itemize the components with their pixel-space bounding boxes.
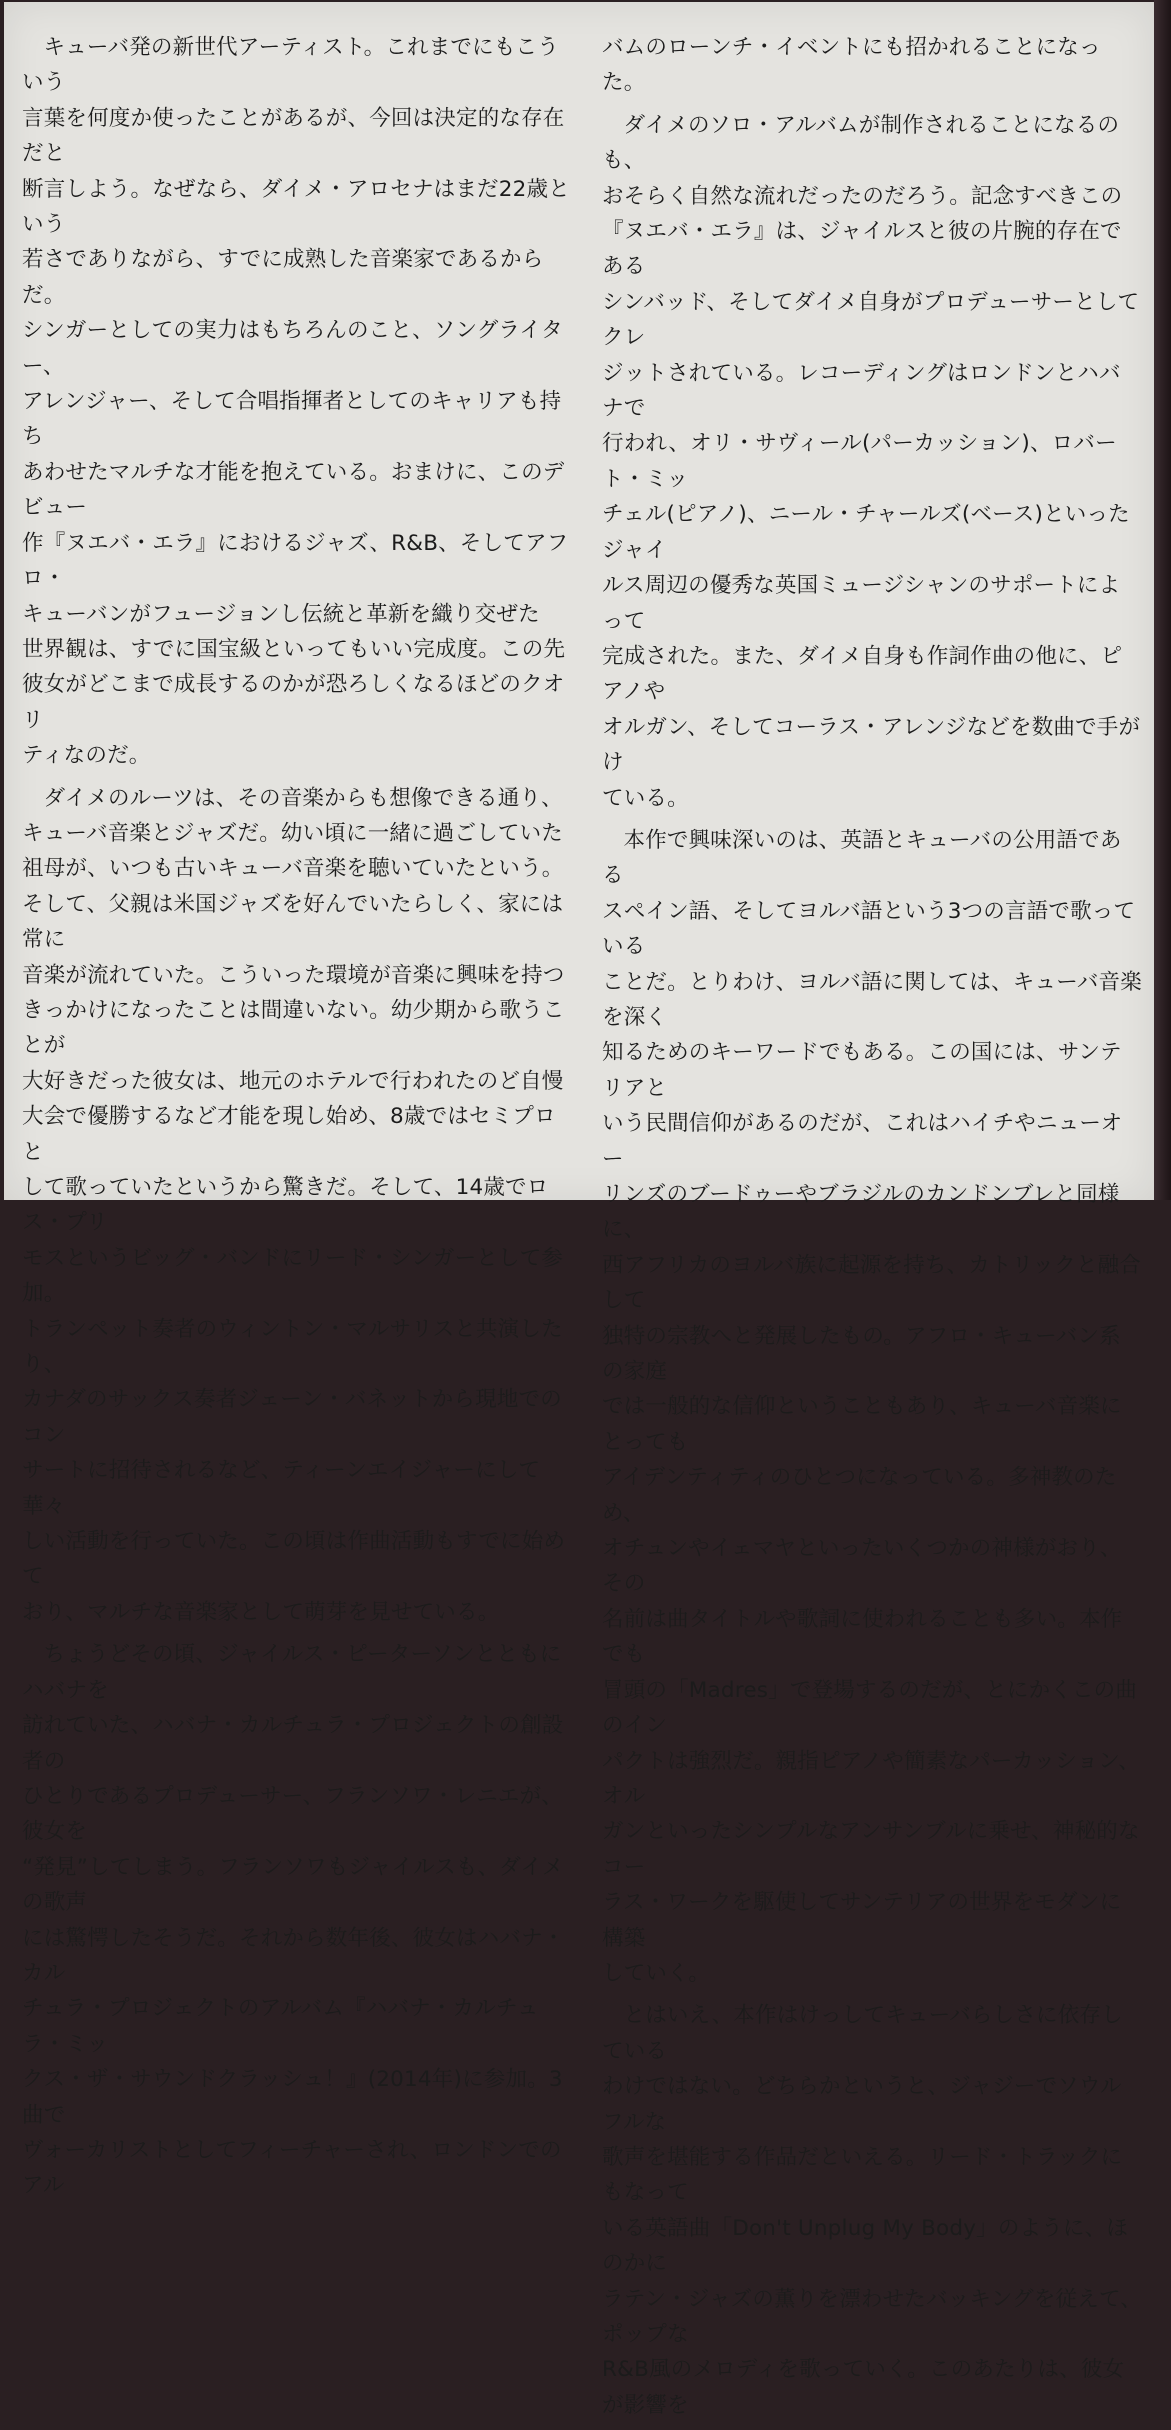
left-column [22,30,570,2211]
paragraph: ちょうどその頃、ジャイルス・ピーターソンとともにハバナを 訪れていた、ハバナ・カルチュラ・プロジェクトの創設者の ひとりであるプロデューサー、フランソワ・レニエが、彼女を “発見”してしまう。フランソワもジャイルスも、ダイメの歌声 には驚愕したそうだ。それから数年後、彼女はハバナ・カル チュラ・プロジェクトのアルバム『ハバナ・カルチュラ・ミッ クス・ザ・サウンドクラッシュ！』(2014年)に参加。3曲で ヴォーカリストとしてフィーチャーされ、ロンドンでのアル [22,1642,565,2199]
paragraph: とはいえ、本作はけっしてキューバらしさに依存している わけではない。どちらかというと、ジャジーでソウルフルな 歌声を堪能する作品だといえる。リード・トラックにもなって いる英語曲「Don't Unplug My Body」のように、ほのかに ラテン・ジャズの薫りを漂わせたバッキングを従えて、ポップな R&B風のメロディを歌っていく。このあたりは、彼女が影響を [602,2003,1142,2418]
paragraph: ダイメのルーツは、その音楽からも想像できる通り、 キューバ音楽とジャズだ。幼い頃に一緒に過ごしていた 祖母が、いつも古いキューバ音楽を聴いていたという。 そして、父親は米国ジャズを好んでいたらしく、家には常に 音楽が流れていた。こういった環境が音楽に興味を持つ きっかけになったことは間違いない。幼少期から歌うことが 大好きだった彼女は、地元のホテルで行われたのど自慢 大会で優勝するなど才能を現し始め、8歳ではセミプロと して歌っていたというから驚きだ。そして、14歳でロス・プリ モスというビッグ・バンドにリード・シンガーとして参加。 トランペット奏者のウィントン・マルサリスと共演したり、 カナダのサックス奏者ジェーン・バネットから現地でのコン サートに招待されるなど、ティーンエイジャーにして華々 しい活動を行っていた。この頃は作曲活動もすでに始めて おり、マルチな音楽家として萌芽を見せている。 [22,785,566,1625]
right-column [602,30,1142,2430]
booklet-spine [1154,0,1171,1200]
paragraph: ダイメのソロ・アルバムが制作されることになるのも、 おそらく自然な流れだったのだろう。記念すべきこの 『ヌエバ・エラ』は、ジャイルスと彼の片腕的存在である シンバッド、そしてダイメ自身がプロデューサーとしてクレ ジットされている。レコーディングはロンドンとハバナで 行われ、オリ・サヴィール(パーカッション)、ロバート・ミッ チェル(ピアノ)、ニール・チャールズ(ベース)といったジャイ ルス周辺の優秀な英国ミュージシャンのサポートによって 完成された。また、ダイメ自身も作詞作曲の他に、ピアノや オルガン、そしてコーラス・アレンジなどを数曲で手がけ ている。 [602,112,1141,811]
paragraph-continuation: バムのローンチ・イベントにも招かれることになった。 [602,35,1101,96]
paragraph: 本作で興味深いのは、英語とキューバの公用語である スペイン語、そしてヨルバ語という3つの言語で歌っている ことだ。とりわけ、ヨルバ語に関しては、キューバ音楽を深く 知るためのキーワードでもある。この国には、サンテリアと いう民間信仰があるのだが、これはハイチやニューオー リンズのブードゥーやブラジルのカンドンブレと同様に、 西アフリカのヨルバ族に起源を持ち、カトリックと融合して 独特の宗教へと発展したもの。アフロ・キューバン系の家庭 では一般的な信仰ということもあり、キューバ音楽にとっても アイデンティティのひとつになっている。多神教のため、 オチュンやイェマヤといったいくつかの神様がおり、その 名前は曲タイトルや歌詞に使われることも多い。本作でも 冒頭の「Madres」で登場するのだが、とにかくこの曲のイン パクトは強烈だ。親指ピアノや簡素なパーカッション、オル ガンといったシンプルなアンサンブルに乗せ、神秘的なコー ラス・ワークを駆使してサンテリアの世界をモダンに構築 していく。 [602,827,1142,1986]
liner-notes-page [4,2,1154,2418]
paragraph: キューバ発の新世代アーティスト。これまでにもこういう 言葉を何度か使ったことがあるが、今回は決定的な存在だと 断言しよう。なぜなら、ダイメ・アロセナはまだ22歳という 若さでありながら、すでに成熟した音楽家であるからだ。 シンガーとしての実力はもちろんのこと、ソングライター、 アレンジャー、そして合唱指揮者としてのキャリアも持ち あわせたマルチな才能を抱えている。おまけに、このデビュー 作『ヌエバ・エラ』におけるジャズ、R&B、そしてアフロ・ キューバンがフュージョンし伝統と革新を織り交ぜた 世界観は、すでに国宝級といってもいい完成度。この先 彼女がどこまで成長するのかが恐ろしくなるほどのクオリ ティなのだ。 [22,35,570,769]
